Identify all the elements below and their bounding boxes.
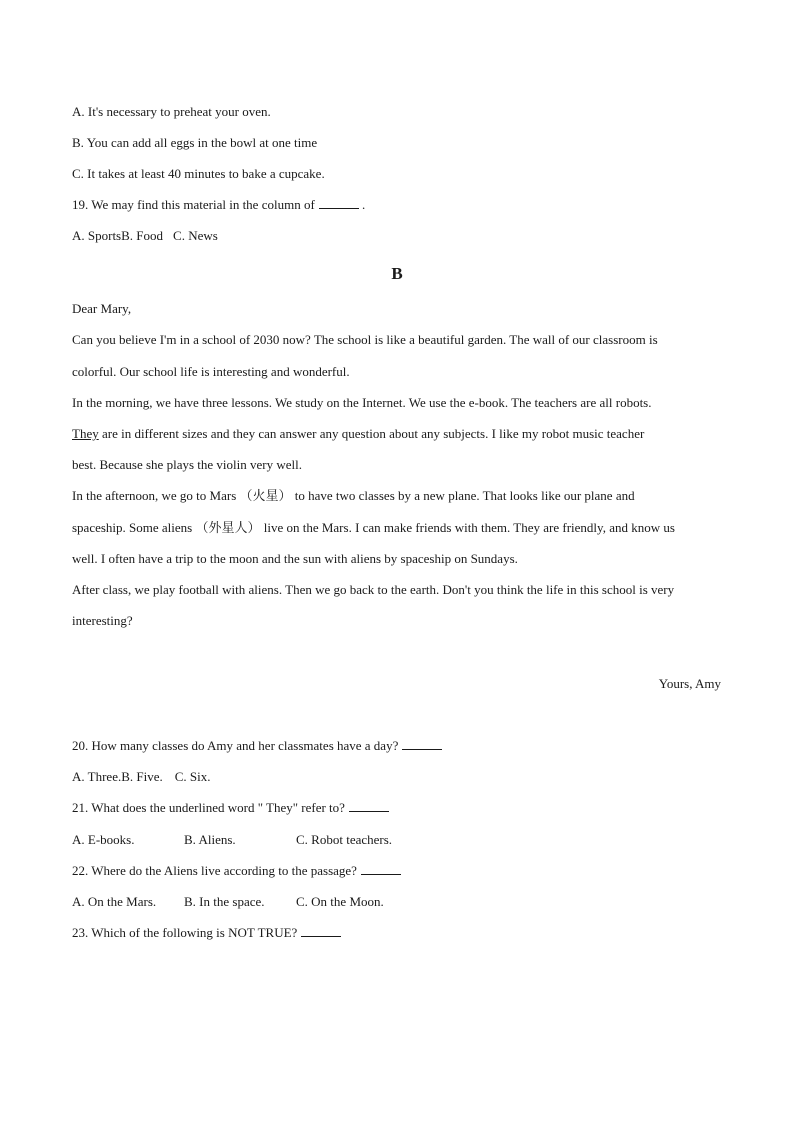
letter-p1-line1: Can you believe I'm in a school of 2030 now? The school is like a beautiful garden. The wall of our classroom is [72,332,658,347]
section-title: B [391,264,403,283]
q19-option-b: B. Food [121,228,164,243]
letter-p4-line1: After class, we play football with aliens. Then we go back to the earth. Don't you think the life in this school is very [72,582,675,597]
q23-question [72,925,341,941]
q21-options [72,832,392,848]
q22-option-b: B. In the space. [184,894,265,909]
q19-stem: 19. We may find this material in the column of [72,197,315,212]
letter-signoff: Yours, Amy [658,676,721,691]
q19-end: . [362,197,366,212]
q22-options [72,894,384,910]
answer-blank [349,800,389,812]
q21-stem: 21. What does the underlined word " They" refer to? [72,800,345,815]
q20-question [72,738,442,754]
q22-question [72,863,401,879]
q20-stem: 20. How many classes do Amy and her classmates have a day? [72,738,399,753]
q19-option-a: A. Sports [72,228,122,243]
letter-greeting: Dear Mary, [72,301,132,316]
answer-blank [361,863,401,875]
q20-option-c: C. Six. [174,769,211,784]
letter-p2-line3: best. Because she plays the violin very well. [72,457,302,472]
q21-option-c: C. Robot teachers. [296,832,393,847]
letter-p2-line2 [72,426,644,442]
q22-option-a: A. On the Mars. [72,894,157,909]
q22-option-c: C. On the Moon. [296,894,384,909]
letter-p3-line1: In the afternoon, we go to Mars （火星） to have two classes by a new plane. That looks like our plane and [72,488,635,503]
q20-option-a: A. Three. [72,769,122,784]
letter-p2-line1: In the morning, we have three lessons. We study on the Internet. We use the e-book. The teachers are all robots. [72,395,652,410]
answer-blank [319,197,359,209]
q21-question [72,800,389,816]
q21-option-b: B. Aliens. [184,832,236,847]
letter-p3-line3: well. I often have a trip to the moon and the sun with aliens by spaceship on Sundays. [72,551,518,566]
answer-blank [301,925,341,937]
q19-option-c: C. News [173,228,218,243]
letter-p3-line2: spaceship. Some aliens （外星人） live on the Mars. I can make friends with them. They are friendly, and know us [72,520,675,535]
q18-option-a: A. It's necessary to preheat your oven. [72,104,271,119]
q18-option-c: C. It takes at least 40 minutes to bake a cupcake. [72,166,325,181]
q18-option-b: B. You can add all eggs in the bowl at one time [72,135,318,150]
letter-p2-line2-rest: are in different sizes and they can answer any question about any subjects. I like my robot music teacher [98,426,645,441]
q23-stem: 23. Which of the following is NOT TRUE? [72,925,298,940]
answer-blank [402,738,442,750]
letter-p4-line2: interesting? [72,613,133,628]
q22-stem: 22. Where do the Aliens live according to the passage? [72,863,357,878]
q19-options [72,228,218,244]
q20-option-b: B. Five. [121,769,163,784]
q19-question [72,197,365,213]
q20-options [72,769,211,785]
underlined-word-they: They [72,426,99,441]
letter-p1-line2: colorful. Our school life is interesting and wonderful. [72,364,350,379]
q21-option-a: A. E-books. [72,832,135,847]
